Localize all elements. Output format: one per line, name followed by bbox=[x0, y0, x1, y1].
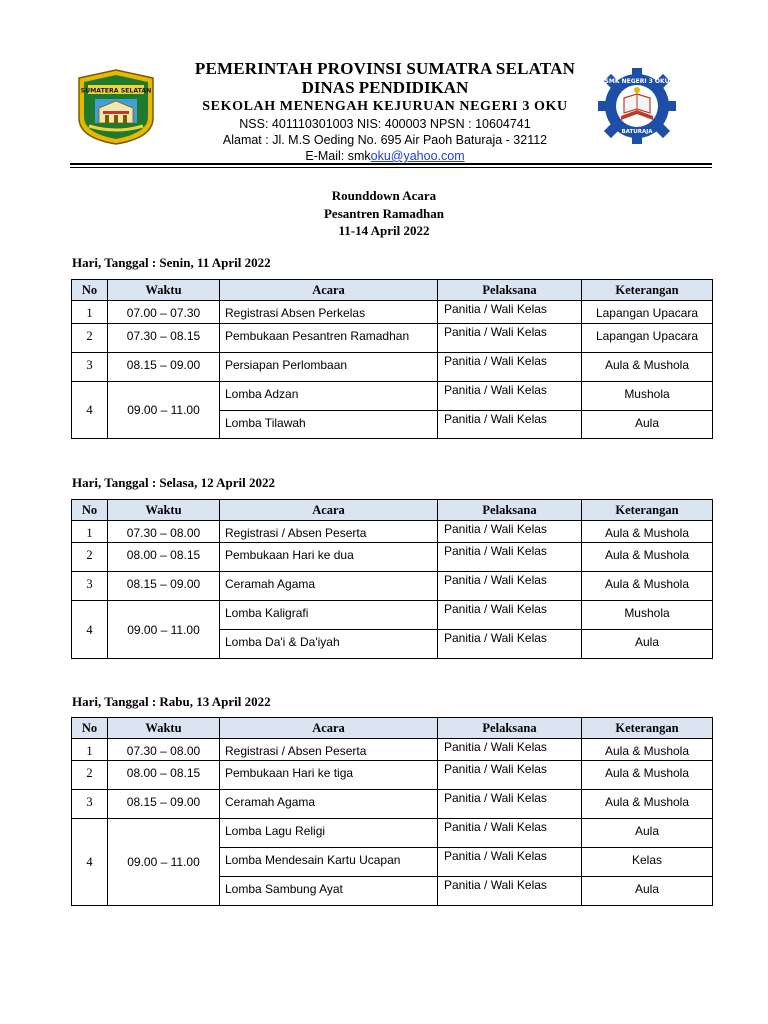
table-row bbox=[72, 790, 713, 819]
row-pelaksana: Panitia / Wali Kelas bbox=[438, 353, 582, 382]
row-pelaksana: Panitia / Wali Kelas bbox=[438, 521, 582, 543]
col-waktu-header: Waktu bbox=[108, 718, 220, 739]
col-no-header: No bbox=[72, 718, 108, 739]
col-pelaksana-header: Pelaksana bbox=[438, 280, 582, 301]
row-acara: Lomba Kaligrafi bbox=[220, 601, 438, 630]
row-time: 07.30 – 08.00 bbox=[108, 739, 220, 761]
table-row bbox=[72, 819, 713, 848]
school-name: SEKOLAH MENENGAH KEJURUAN NEGERI 3 OKU bbox=[202, 99, 568, 114]
row-number: 4 bbox=[72, 819, 108, 906]
letterhead-rule-thin bbox=[70, 167, 712, 168]
school-logo-subtext: BATURAJA bbox=[621, 129, 653, 135]
row-pelaksana: Panitia / Wali Kelas bbox=[438, 848, 582, 877]
row-pelaksana: Panitia / Wali Kelas bbox=[438, 630, 582, 659]
row-pelaksana: Panitia / Wali Kelas bbox=[438, 601, 582, 630]
row-keterangan: Aula & Mushola bbox=[582, 790, 713, 819]
row-acara: Registrasi / Absen Peserta bbox=[220, 521, 438, 543]
table-row bbox=[72, 382, 713, 411]
email-link[interactable]: oku@yahoo.com bbox=[370, 149, 465, 163]
table-header-row bbox=[72, 280, 713, 301]
col-no-header: No bbox=[72, 280, 108, 301]
row-keterangan: Aula & Mushola bbox=[582, 572, 713, 601]
table-row bbox=[72, 572, 713, 601]
row-keterangan: Aula bbox=[582, 877, 713, 906]
department-name: DINAS PENDIDIKAN bbox=[301, 78, 469, 97]
table-row bbox=[72, 761, 713, 790]
day-heading: Hari, Tanggal : Senin, 11 April 2022 bbox=[72, 255, 271, 270]
row-keterangan: Aula & Mushola bbox=[582, 739, 713, 761]
letterhead-text bbox=[165, 60, 605, 164]
row-time: 08.15 – 09.00 bbox=[108, 790, 220, 819]
table-row bbox=[72, 324, 713, 353]
day-heading: Hari, Tanggal : Rabu, 13 April 2022 bbox=[72, 694, 271, 709]
table-row bbox=[72, 739, 713, 761]
col-keterangan-header: Keterangan bbox=[582, 280, 713, 301]
row-keterangan: Aula & Mushola bbox=[582, 761, 713, 790]
event-title-line2: Pesantren Ramadhan bbox=[323, 205, 445, 221]
government-name: PEMERINTAH PROVINSI SUMATRA SELATAN bbox=[194, 59, 576, 78]
row-time: 07.30 – 08.00 bbox=[108, 521, 220, 543]
col-waktu-header: Waktu bbox=[108, 500, 220, 521]
row-acara: Registrasi / Absen Peserta bbox=[220, 739, 438, 761]
row-time: 09.00 – 11.00 bbox=[108, 819, 220, 906]
row-keterangan: Aula bbox=[582, 819, 713, 848]
school-email bbox=[165, 148, 605, 164]
row-number: 2 bbox=[72, 324, 108, 353]
row-number: 1 bbox=[72, 301, 108, 324]
event-title-line1: Rounddown Acara bbox=[331, 188, 437, 203]
row-number: 1 bbox=[72, 739, 108, 761]
row-keterangan: Lapangan Upacara bbox=[582, 324, 713, 353]
row-keterangan: Kelas bbox=[582, 848, 713, 877]
row-pelaksana: Panitia / Wali Kelas bbox=[438, 382, 582, 411]
row-number: 3 bbox=[72, 572, 108, 601]
row-pelaksana: Panitia / Wali Kelas bbox=[438, 761, 582, 790]
table-row bbox=[72, 353, 713, 382]
row-pelaksana: Panitia / Wali Kelas bbox=[438, 301, 582, 324]
table-header-row bbox=[72, 718, 713, 739]
row-acara: Lomba Mendesain Kartu Ucapan bbox=[220, 848, 438, 877]
row-pelaksana: Panitia / Wali Kelas bbox=[438, 324, 582, 353]
row-time: 08.15 – 09.00 bbox=[108, 353, 220, 382]
row-acara: Ceramah Agama bbox=[220, 790, 438, 819]
row-time: 08.00 – 08.15 bbox=[108, 543, 220, 572]
row-keterangan: Lapangan Upacara bbox=[582, 301, 713, 324]
col-keterangan-header: Keterangan bbox=[582, 718, 713, 739]
row-time: 09.00 – 11.00 bbox=[108, 382, 220, 439]
col-acara-header: Acara bbox=[220, 718, 438, 739]
row-acara: Pembukaan Hari ke tiga bbox=[220, 761, 438, 790]
col-no-header: No bbox=[72, 500, 108, 521]
row-number: 1 bbox=[72, 521, 108, 543]
row-acara: Lomba Adzan bbox=[220, 382, 438, 411]
table-row bbox=[72, 521, 713, 543]
col-acara-header: Acara bbox=[220, 280, 438, 301]
schedule-table bbox=[71, 717, 713, 906]
row-acara: Persiapan Perlombaan bbox=[220, 353, 438, 382]
row-pelaksana: Panitia / Wali Kelas bbox=[438, 819, 582, 848]
row-keterangan: Mushola bbox=[582, 601, 713, 630]
row-acara: Ceramah Agama bbox=[220, 572, 438, 601]
row-acara: Lomba Sambung Ayat bbox=[220, 877, 438, 906]
row-number: 2 bbox=[72, 543, 108, 572]
row-time: 08.00 – 08.15 bbox=[108, 761, 220, 790]
row-keterangan: Aula bbox=[582, 630, 713, 659]
email-prefix: E-Mail: smk bbox=[305, 149, 371, 163]
row-acara: Lomba Tilawah bbox=[220, 411, 438, 439]
row-number: 2 bbox=[72, 761, 108, 790]
col-keterangan-header: Keterangan bbox=[582, 500, 713, 521]
row-pelaksana: Panitia / Wali Kelas bbox=[438, 543, 582, 572]
row-time: 07.30 – 08.15 bbox=[108, 324, 220, 353]
table-row bbox=[72, 601, 713, 630]
letterhead-rule-thick bbox=[70, 163, 712, 165]
col-pelaksana-header: Pelaksana bbox=[438, 500, 582, 521]
row-keterangan: Aula bbox=[582, 411, 713, 439]
row-acara: Pembukaan Hari ke dua bbox=[220, 543, 438, 572]
table-header-row bbox=[72, 500, 713, 521]
row-acara: Pembukaan Pesantren Ramadhan bbox=[220, 324, 438, 353]
col-pelaksana-header: Pelaksana bbox=[438, 718, 582, 739]
schedule-table bbox=[71, 499, 713, 659]
table-row bbox=[72, 301, 713, 324]
row-time: 09.00 – 11.00 bbox=[108, 601, 220, 659]
event-title bbox=[0, 187, 768, 240]
row-pelaksana: Panitia / Wali Kelas bbox=[438, 877, 582, 906]
row-number: 4 bbox=[72, 382, 108, 439]
school-address: Alamat : Jl. M.S Oeding No. 695 Air Paoh Baturaja - 32112 bbox=[222, 133, 548, 147]
row-number: 4 bbox=[72, 601, 108, 659]
table-row bbox=[72, 543, 713, 572]
row-keterangan: Aula & Mushola bbox=[582, 521, 713, 543]
school-logo-text: SMK NEGERI 3 OKU bbox=[604, 78, 670, 85]
row-number: 3 bbox=[72, 790, 108, 819]
row-keterangan: Aula & Mushola bbox=[582, 353, 713, 382]
row-acara: Lomba Lagu Religi bbox=[220, 819, 438, 848]
event-title-line3: 11-14 April 2022 bbox=[338, 223, 430, 238]
row-keterangan: Aula & Mushola bbox=[582, 543, 713, 572]
row-number: 3 bbox=[72, 353, 108, 382]
school-logo bbox=[594, 66, 680, 148]
row-time: 07.00 – 07.30 bbox=[108, 301, 220, 324]
row-keterangan: Mushola bbox=[582, 382, 713, 411]
row-acara: Lomba Da'i & Da'iyah bbox=[220, 630, 438, 659]
row-pelaksana: Panitia / Wali Kelas bbox=[438, 790, 582, 819]
province-logo bbox=[75, 68, 157, 146]
row-acara: Registrasi Absen Perkelas bbox=[220, 301, 438, 324]
day-heading: Hari, Tanggal : Selasa, 12 April 2022 bbox=[72, 475, 275, 490]
col-waktu-header: Waktu bbox=[108, 280, 220, 301]
row-pelaksana: Panitia / Wali Kelas bbox=[438, 572, 582, 601]
province-logo-text: SUMATERA SELATAN bbox=[80, 87, 152, 95]
row-pelaksana: Panitia / Wali Kelas bbox=[438, 739, 582, 761]
school-ids: NSS: 401110301003 NIS: 400003 NPSN : 10604741 bbox=[239, 117, 531, 131]
row-time: 08.15 – 09.00 bbox=[108, 572, 220, 601]
schedule-table bbox=[71, 279, 713, 439]
row-pelaksana: Panitia / Wali Kelas bbox=[438, 411, 582, 439]
col-acara-header: Acara bbox=[220, 500, 438, 521]
